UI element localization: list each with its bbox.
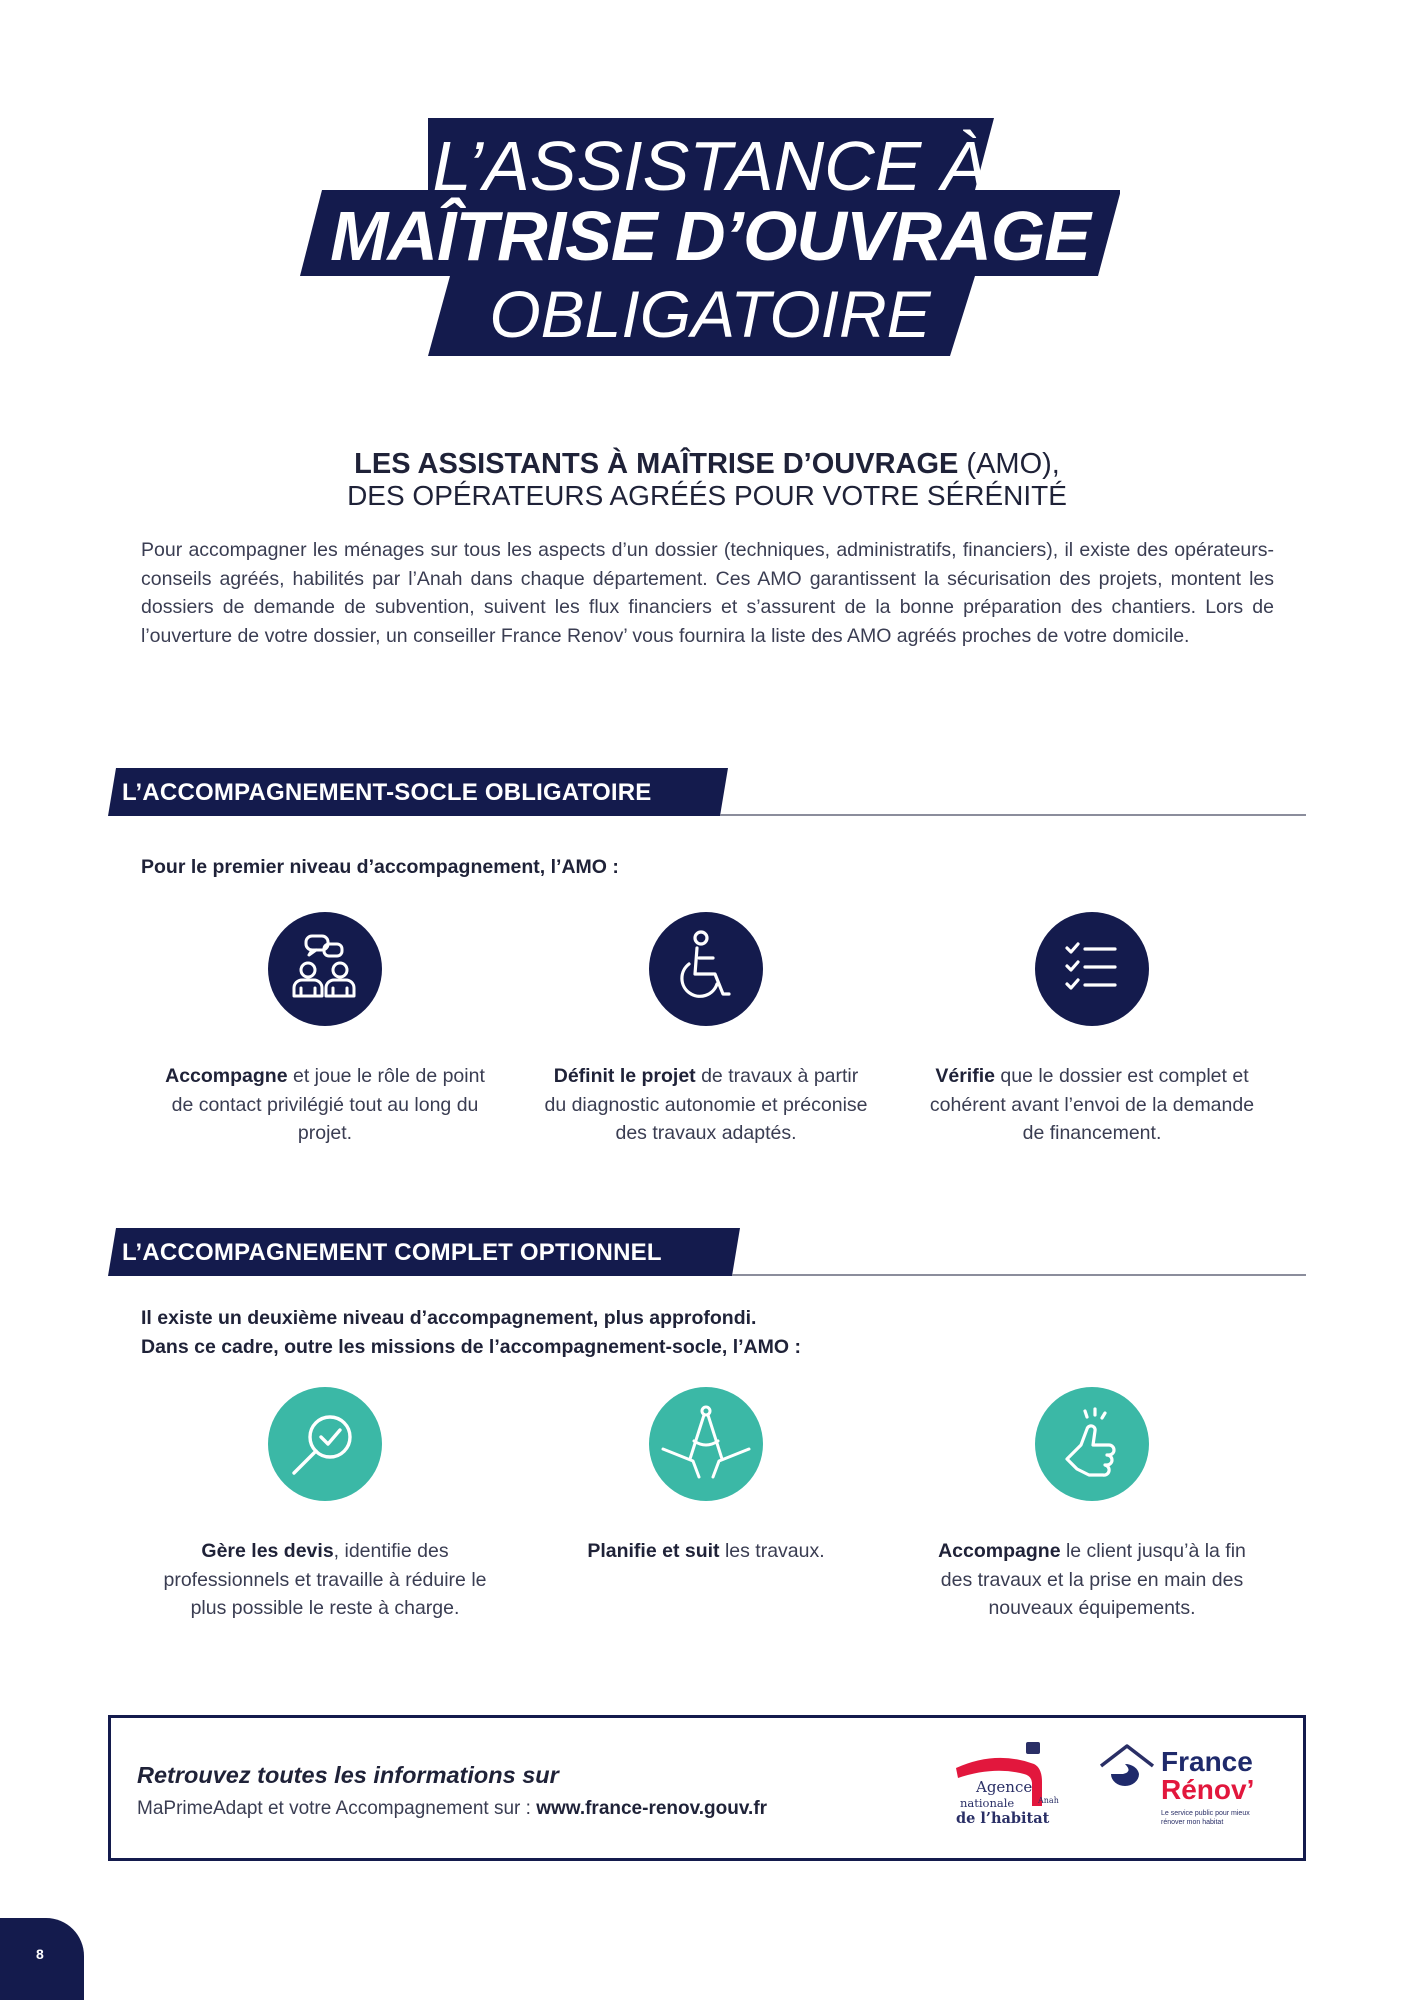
- banner-line-1: L’ASSISTANCE À: [432, 127, 988, 205]
- anah-tag: Anah: [1038, 1796, 1059, 1805]
- feature-devis-bold: Gère les devis: [201, 1540, 334, 1562]
- feature-accompagne-bold: Accompagne: [165, 1065, 288, 1087]
- france-renov-line-1: France: [1161, 1746, 1253, 1777]
- france-renov-line-2: Rénov’: [1161, 1774, 1255, 1805]
- subtitle-line-1: [0, 448, 1414, 480]
- subtitle: [0, 448, 1414, 512]
- section-header-complet: [108, 1228, 1306, 1276]
- france-renov-tagline-2: rénover mon habitat: [1161, 1819, 1224, 1826]
- feature-definit: [541, 912, 871, 1148]
- section-header-socle: [108, 768, 1306, 816]
- info-text: [137, 1798, 767, 1820]
- lead-complet: [141, 1304, 801, 1362]
- feature-accompagne: [160, 912, 490, 1148]
- intro-paragraph: Pour accompagner les ménages sur tous les aspects d’un dossier (techniques, administratifs, financiers), il existe des opérateurs-conseils agréés, habilités par l’Anah dans chaque département. Ces AMO garantissent la sécurisation des projets, montent les dossiers de demande de subvention, suivent les flux financiers et s’assurent de la bonne préparation des chantiers. Lors de l’ouverture de votre dossier, un conseiller France Renov’ vous fournira la liste des AMO agréés proches de votre domicile.: [141, 539, 1274, 647]
- feature-accompagne-fin: [927, 1387, 1257, 1623]
- compass-icon: [649, 1387, 763, 1501]
- feature-devis-text: [160, 1537, 490, 1623]
- anah-line-1: Agence: [976, 1778, 1033, 1796]
- magnifier-check-icon: [268, 1387, 382, 1501]
- title-banner: [300, 118, 1120, 358]
- subtitle-amo: (AMO),: [958, 448, 1060, 480]
- feature-verifie-text: [927, 1062, 1257, 1148]
- feature-planifie-text: [541, 1537, 871, 1566]
- feature-verifie: [927, 912, 1257, 1148]
- banner-line-3: OBLIGATOIRE: [489, 277, 931, 351]
- feature-definit-bold: Définit le projet: [553, 1065, 696, 1087]
- feature-accompagne-fin-rest: le client jusqu’à la fin des travaux et la prise en main des nouveaux équipements.: [940, 1540, 1246, 1619]
- section-title-socle: L’ACCOMPAGNEMENT-SOCLE OBLIGATOIRE: [122, 779, 652, 806]
- info-link[interactable]: www.france-renov.gouv.fr: [536, 1798, 768, 1819]
- lead-complet-line-1: Il existe un deuxième niveau d’accompagnement, plus approfondi.: [141, 1307, 757, 1329]
- anah-line-2: nationale: [960, 1796, 1015, 1810]
- feature-verifie-bold: Vérifie: [935, 1065, 995, 1087]
- info-text-prefix: MaPrimeAdapt et votre Accompagnement sur :: [137, 1798, 537, 1819]
- section-title-complet: L’ACCOMPAGNEMENT COMPLET OPTIONNEL: [122, 1239, 662, 1266]
- france-renov-logo: [1099, 1740, 1279, 1840]
- feature-planifie: [541, 1387, 871, 1566]
- section-rule-complet: [732, 1274, 1306, 1276]
- lead-complet-line-2: Dans ce cadre, outre les missions de l’accompagnement-socle, l’AMO :: [141, 1336, 801, 1358]
- feature-planifie-bold: Planifie et suit: [587, 1540, 720, 1562]
- wheelchair-icon: [649, 912, 763, 1026]
- feature-accompagne-text: [160, 1062, 490, 1148]
- feature-accompagne-fin-text: [927, 1537, 1257, 1623]
- france-renov-tagline-1: Le service public pour mieux: [1161, 1810, 1250, 1817]
- feature-devis: [160, 1387, 490, 1623]
- thumbs-up-icon: [1035, 1387, 1149, 1501]
- feature-planifie-rest: les travaux.: [719, 1540, 825, 1562]
- feature-devis-rest: , identifie des professionnels et travaille à réduire le plus possible le reste à charge.: [163, 1540, 487, 1619]
- feature-accompagne-rest: et joue le rôle de point de contact privilégié tout au long du projet.: [171, 1065, 485, 1144]
- feature-accompagne-fin-bold: Accompagne: [938, 1540, 1061, 1562]
- people-chat-icon: [268, 912, 382, 1026]
- feature-verifie-rest: que le dossier est complet et cohérent avant l’envoi de la demande de financement.: [929, 1065, 1255, 1144]
- banner-line-2: MAÎTRISE D’OUVRAGE: [330, 197, 1090, 275]
- info-box: [108, 1715, 1306, 1861]
- page-number-tab: [0, 1918, 84, 2000]
- anah-line-3: de l’habitat: [956, 1810, 1050, 1827]
- info-heading: Retrouvez toutes les informations sur: [137, 1762, 559, 1788]
- page-number: 8: [36, 1946, 44, 1962]
- lead-socle: Pour le premier niveau d’accompagnement, l’AMO :: [141, 856, 619, 878]
- checklist-icon: [1035, 912, 1149, 1026]
- anah-logo: [954, 1738, 1064, 1838]
- feature-definit-rest: de travaux à partir du diagnostic autonomie et préconise des travaux adaptés.: [544, 1065, 868, 1144]
- france-renov-house-icon: [1099, 1740, 1163, 1800]
- feature-definit-text: [541, 1062, 871, 1148]
- subtitle-bold: LES ASSISTANTS À MAÎTRISE D’OUVRAGE: [354, 448, 959, 480]
- subtitle-line-2: DES OPÉRATEURS AGRÉÉS POUR VOTRE SÉRÉNITÉ: [347, 480, 1067, 511]
- section-rule-socle: [720, 814, 1306, 816]
